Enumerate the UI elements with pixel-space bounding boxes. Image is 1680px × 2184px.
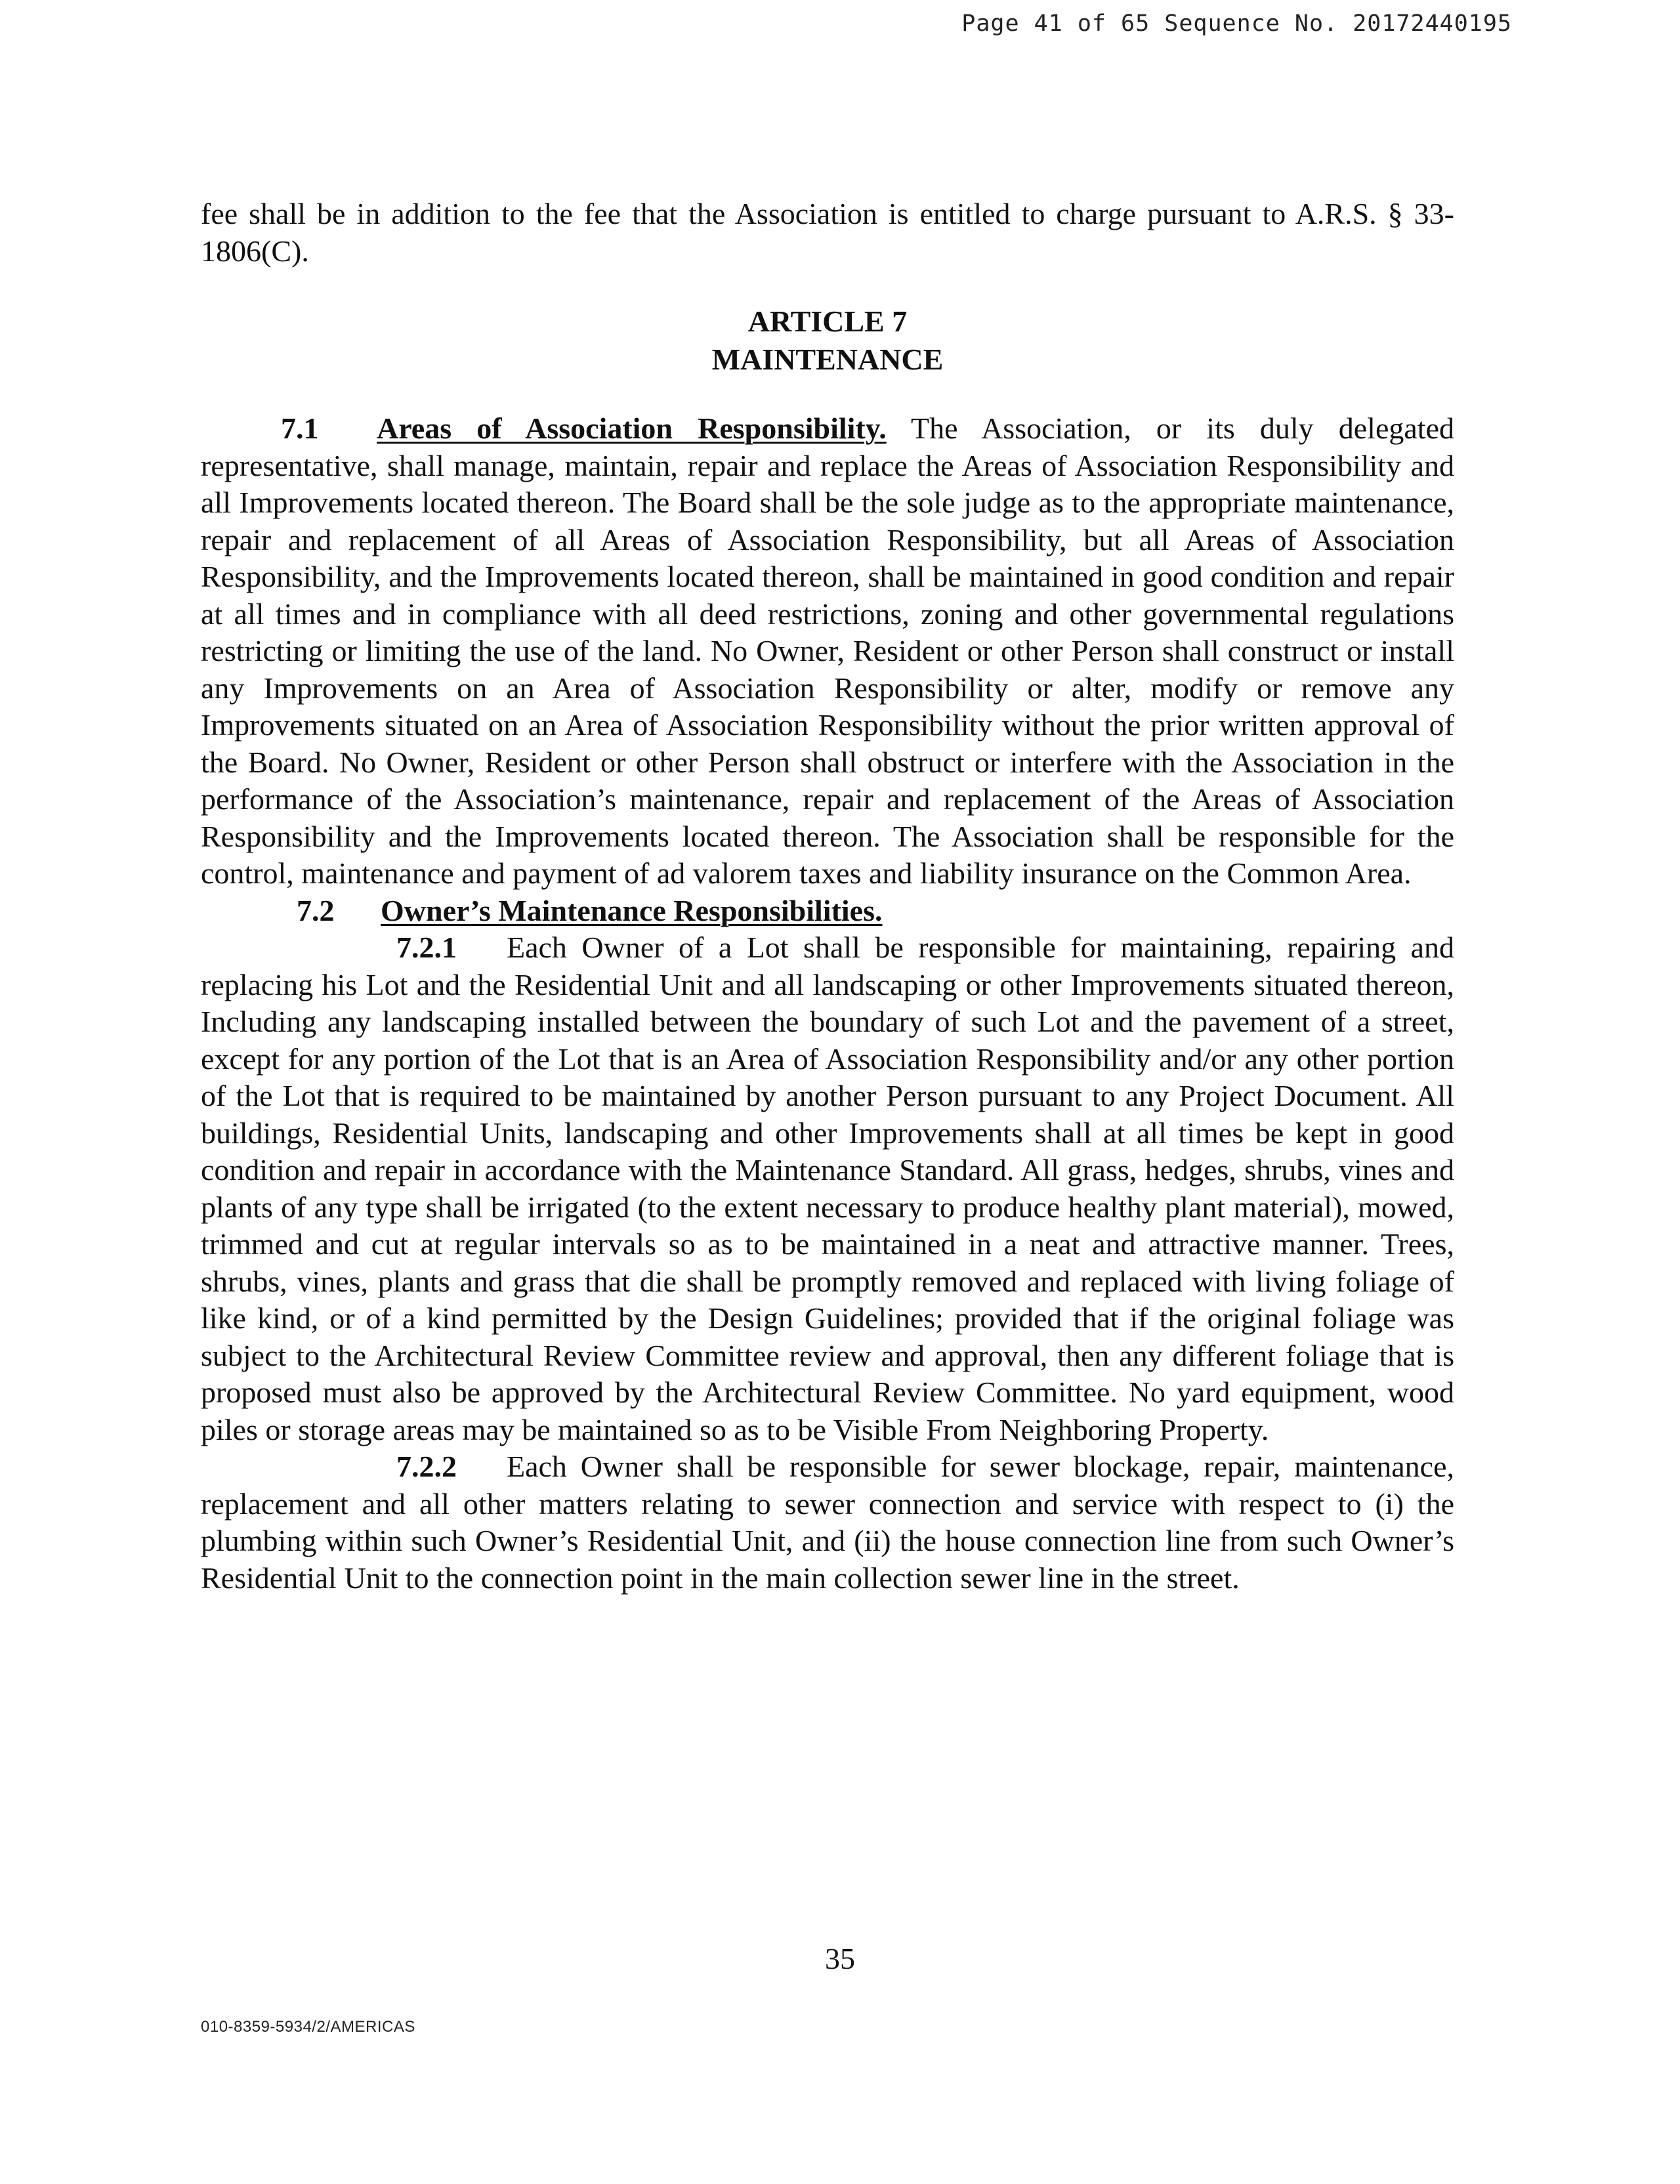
article-heading [201,303,1454,379]
section-7-2-1-text: Each Owner of a Lot shall be responsible for maintaining, repairing and replacing his Lot and the Residential Unit and all landscaping or other Improvements situated thereon, Including any landscaping installed between the boundary of such Lot and the pavement of a street, except for any portion of the Lot that is an Area of Association Responsibility and/or any other portion of the Lot that is required to be maintained by another Person pursuant to any Project Document. All buildings, Residential Units, landscaping and other Improvements shall at all times be kept in good condition and repair in accordance with the Maintenance Standard. All grass, hedges, shrubs, vines and plants of any type shall be irrigated (to the extent necessary to produce healthy plant material), mowed, trimmed and cut at regular intervals so as to be maintained in a neat and attractive manner. Trees, shrubs, vines, plants and grass that die shall be promptly removed and replaced with living foliage of like kind, or of a kind permitted by the Design Guidelines; provided that if the original foliage was subject to the Architectural Review Committee review and approval, then any different foliage that is proposed must also be approved by the Architectural Review Committee. No yard equipment, wood piles or storage areas may be maintained so as to be Visible From Neighboring Property. [201,931,1454,1446]
page-number: 35 [825,1942,855,1975]
section-7-2-2-text: Each Owner shall be responsible for sewer blockage, repair, maintenance, replacement and all other matters relating to sewer connection and service with respect to (i) the plumbing within such Owner’s Residential Unit, and (ii) the house connection line from such Owner’s Residential Unit to the connection point in the main collection sewer line in the street. [201,1450,1454,1595]
section-7-1-number: 7.1 [281,411,319,445]
section-7-2-heading [201,892,1454,930]
document-body [201,196,1454,1597]
continuation-paragraph: fee shall be in addition to the fee that the Association is entitled to charge pursuant to A.R.S. § 33-1806(C). [201,197,1454,268]
section-7-1-title: Areas of Association Responsibility. [377,411,887,445]
section-7-2-1-paragraph [201,929,1454,1448]
section-7-1-paragraph [201,410,1454,892]
section-7-2-title: Owner’s Maintenance Responsibilities. [381,893,883,927]
section-7-2-number: 7.2 [297,893,335,927]
section-7-2-2-number: 7.2.2 [396,1450,457,1483]
article-number: ARTICLE 7 [747,304,908,338]
document-id: 010-8359-5934/2/AMERICAS [201,2018,415,2036]
section-7-2-1-number: 7.2.1 [396,931,457,964]
section-7-2-2-paragraph [201,1448,1454,1597]
page-sequence-stamp: Page 41 of 65 Sequence No. 20172440195 [961,10,1512,37]
article-title: MAINTENANCE [711,343,944,376]
section-7-1-text: The Association, or its duly delegated representative, shall manage, maintain, repair and replace the Areas of Association Responsibility and all Improvements located thereon. The Board shall be the sole judge as to the appropriate maintenance, repair and replacement of all Areas of Association Responsibility, but all Areas of Association Responsibility, and the Improvements located thereon, shall be maintained in good condition and repair at all times and in compliance with all deed restrictions, zoning and other governmental regulations restricting or limiting the use of the land. No Owner, Resident or other Person shall construct or install any Improvements on an Area of Association Responsibility or alter, modify or remove any Improvements situated on an Area of Association Responsibility without the prior written approval of the Board. No Owner, Resident or other Person shall obstruct or interfere with the Association in the performance of the Association’s maintenance, repair and replacement of the Areas of Association Responsibility and the Improvements located thereon. The Association shall be responsible for the control, maintenance and payment of ad valorem taxes and liability insurance on the Common Area. [201,411,1454,890]
